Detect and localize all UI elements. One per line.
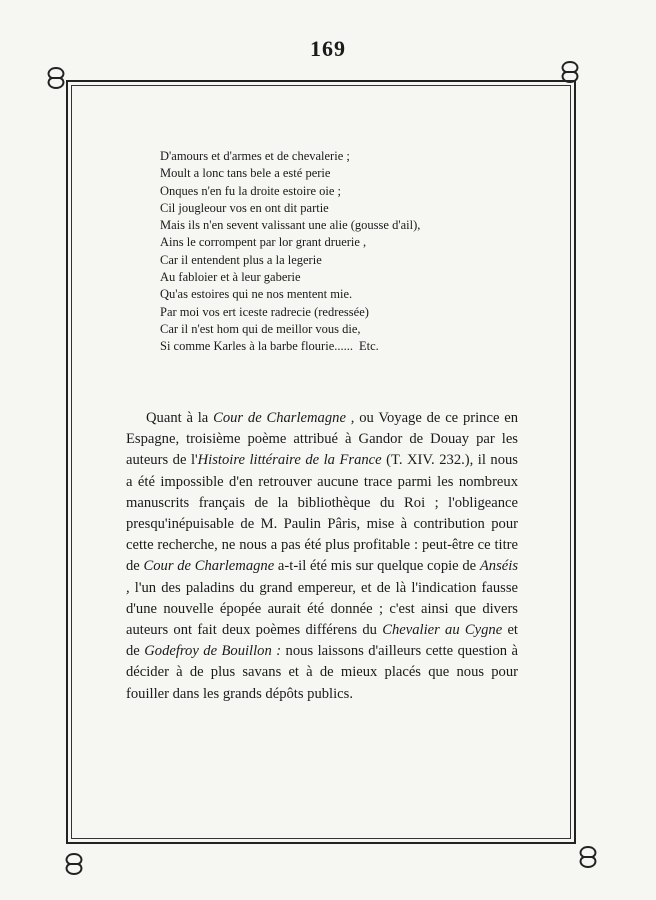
- verse-line: Mais ils n'en sevent valissant une alie (gousse d'ail),: [160, 218, 421, 233]
- prose-text: ou Voyage de ce prince en Espagne, troisième poème attribué à Gandor de Douay par les auteurs de l': [126, 410, 519, 469]
- prose-italic-title: Anséis ,: [126, 558, 518, 596]
- prose-italic-title: Histoire littéraire de la France: [197, 452, 382, 469]
- corner-flourish-icon: [60, 850, 88, 878]
- verse-line: Qu'as estoires qui ne nos mentent mie.: [160, 287, 353, 302]
- prose-text: nous laissons d'ailleurs cette question à décider à de plus savans et à de mieux placés que nous pour fouiller dans les grands dépôts publics.: [126, 643, 518, 702]
- prose-italic-title: Cour de Charlemagne: [143, 558, 275, 575]
- paragraph: [126, 408, 518, 705]
- prose-italic-title: Cour de Charlemagne ,: [213, 410, 355, 426]
- verse-line: Par moi vos ert iceste radrecie (redressée): [160, 304, 369, 319]
- verse-line: D'amours et d'armes et de chevalerie ;: [160, 149, 350, 163]
- verse-block: [160, 148, 520, 356]
- verse-line-text: Si comme Karles à la barbe flourie......: [160, 339, 353, 354]
- corner-flourish-icon: [42, 64, 70, 92]
- verse-line: Moult a lonc tans bele a esté perie: [160, 166, 331, 181]
- verse-line: Cil jougleour vos en ont dit partie: [160, 200, 329, 215]
- prose-text: Quant à la: [146, 410, 214, 426]
- body-paragraph: [126, 408, 518, 705]
- verse-etc: Etc.: [359, 339, 379, 354]
- verse-line: Au fabloier et à leur gaberie: [160, 270, 301, 285]
- page-number: 169: [310, 36, 346, 61]
- prose-text: a-t-il été mis sur quelque copie de: [274, 558, 480, 575]
- prose-italic-title: Chevalier au Cygne: [382, 622, 503, 639]
- verse-line-last: [160, 338, 520, 355]
- verse-line: Onques n'en fu la droite estoire oie ;: [160, 183, 342, 198]
- verse-line: Car il entendent plus a la legerie: [160, 252, 322, 267]
- verse-line: Car il n'est hom qui de meillor vous die,: [160, 321, 361, 336]
- prose-text: et de: [126, 622, 518, 660]
- corner-flourish-icon: [574, 843, 602, 871]
- corner-flourish-icon: [556, 58, 584, 86]
- prose-text: (T. XIV. 232.), il nous a été impossible d'en retrouver aucune trace parmi les nombreux manuscrits français de la bibliothèque du Roi ; l'obligeance presqu'inépuisable de M. Paulin Pâris, mise à contribution pour cette recherche, ne nous a pas été plus profitable : peut-être ce titre de: [126, 452, 518, 575]
- verse-line: Ains le corrompent par lor grant druerie ,: [160, 235, 367, 250]
- prose-text: l'un des paladins du grand empereur, et de là l'indication fausse d'une nouvelle épopée aurait été donnée ; c'est ainsi que divers auteurs ont fait deux poèmes différens du: [126, 579, 518, 639]
- prose-italic-title: Godefroy de Bouillon :: [144, 643, 282, 660]
